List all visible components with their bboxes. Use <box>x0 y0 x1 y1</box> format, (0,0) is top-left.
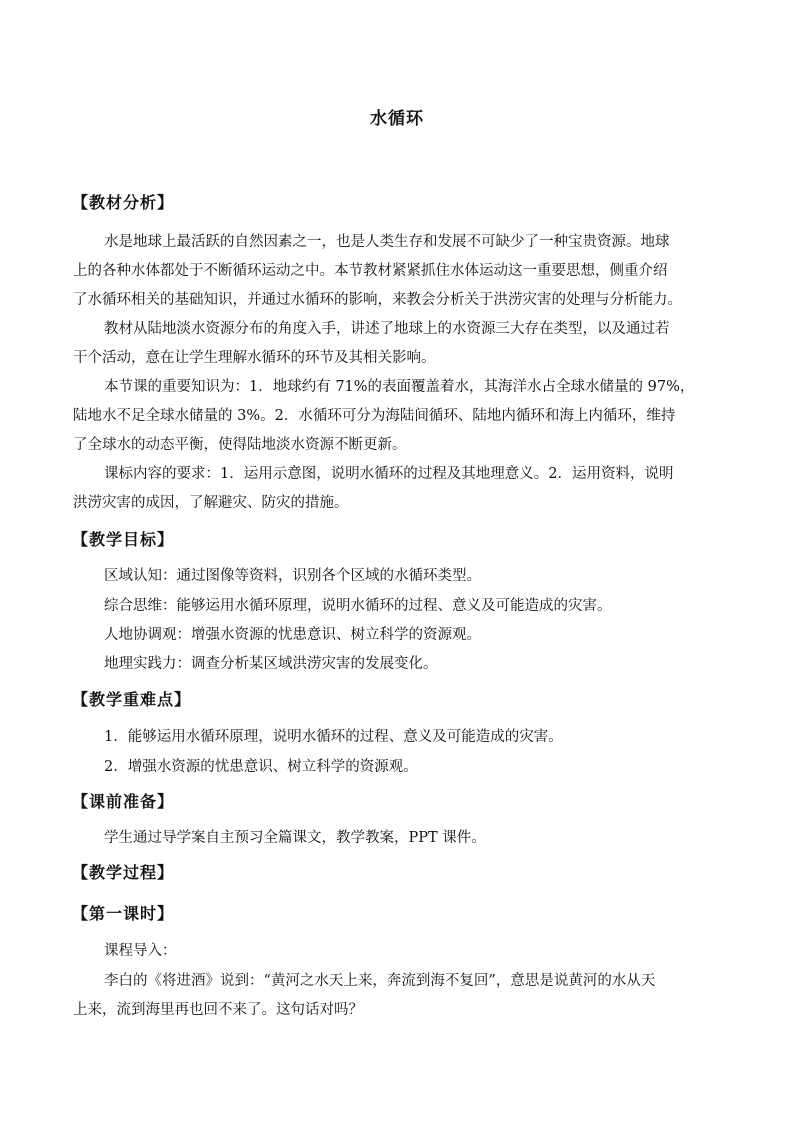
paragraph-line: 陆地水不足全球水储量的 3%。2．水循环可分为海陆间循环、陆地内循环和海上内循环，维持 <box>73 408 676 424</box>
section-heading-key-points: 【教学重难点】 <box>72 690 192 709</box>
paragraph-line: 课标内容的要求：1．运用示意图，说明水循环的过程及其地理意义。2．运用资料，说明 <box>104 466 674 482</box>
section-heading-analysis: 【教材分析】 <box>72 193 175 212</box>
section-heading-lesson1: 【第一课时】 <box>72 904 175 923</box>
paragraph-line: 水是地球上最活跃的自然因素之一，也是人类生存和发展不可缺少了一种宝贵资源。地球 <box>104 234 670 250</box>
section-heading-prep: 【课前准备】 <box>72 792 175 811</box>
list-item: 2．增强水资源的忧患意识、树立科学的资源观。 <box>104 759 418 775</box>
paragraph-line: 上来，流到海里再也回不来了。这句话对吗？ <box>73 1002 363 1018</box>
paragraph-line: 了水循环相关的基础知识，并通过水循环的影响，来教会分析关于洪涝灾害的处理与分析能力。 <box>73 292 682 308</box>
list-item: 综合思维：能够运用水循环原理，说明水循环的过程、意义及可能造成的灾害。 <box>104 598 612 614</box>
list-item: 人地协调观：增强水资源的忧患意识、树立科学的资源观。 <box>104 627 481 643</box>
paragraph-line: 了全球水的动态平衡，使得陆地淡水资源不断更新。 <box>73 437 407 453</box>
paragraph-line: 本节课的重要知识为：1．地球约有 71%的表面覆盖着水，其海洋水占全球水储量的 97%， <box>104 379 695 395</box>
document-title: 水循环 <box>370 109 424 129</box>
paragraph-line: 教材从陆地淡水资源分布的角度入手，讲述了地球上的水资源三大存在类型，以及通过若 <box>104 321 670 337</box>
paragraph-line: 上的各种水体都处于不断循环运动之中。本节教材紧紧抓住水体运动这一重要思想，侧重介绍 <box>73 263 668 279</box>
paragraph-line: 李白的《将进酒》说到：“黄河之水天上来，奔流到海不复回”，意思是说黄河的水从天 <box>104 973 656 989</box>
list-item: 区域认知：通过图像等资料，识别各个区域的水循环类型。 <box>104 568 481 584</box>
paragraph-line: 洪涝灾害的成因，了解避灾、防灾的措施。 <box>73 495 349 511</box>
list-item: 地理实践力：调查分析某区域洪涝灾害的发展变化。 <box>104 656 438 672</box>
list-item: 1．能够运用水循环原理，说明水循环的过程、意义及可能造成的灾害。 <box>104 729 563 745</box>
paragraph-line: 学生通过导学案自主预习全篇课文，教学教案，PPT 课件。 <box>104 830 486 846</box>
paragraph-line: 干个活动，意在让学生理解水循环的环节及其相关影响。 <box>73 350 436 366</box>
section-heading-process: 【教学过程】 <box>72 863 175 882</box>
paragraph-line: 课程导入： <box>104 943 177 959</box>
section-heading-goals: 【教学目标】 <box>72 530 175 549</box>
